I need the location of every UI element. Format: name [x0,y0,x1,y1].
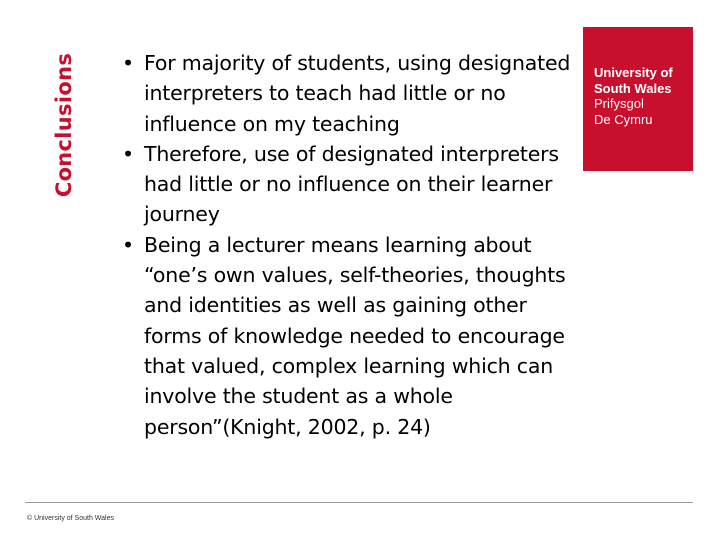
slide-title-container [46,40,82,210]
bullet-marker: • [122,141,134,166]
bullet-text: Being a lecturer means learning about “one’s own values, self-theories, thoughts and identities as well as gaining other forms of knowledge needed to encourage that valued, complex learning which can involve the student as a whole person”(Knight, 2002, p. 24) [144,232,566,439]
logo-line-prifysgol: Prifysgol [594,96,644,111]
university-logo [583,27,693,171]
bullet-item [118,48,578,139]
bullet-item [118,230,578,442]
bullet-list [118,48,578,442]
bullet-marker: • [122,232,134,257]
logo-line-de-cymru: De Cymru [594,111,653,127]
footer-divider [25,502,693,503]
footer-copyright: © University of South Wales [27,515,114,522]
bullet-marker: • [122,51,134,75]
logo-line-south-wales: South Wales [594,80,672,96]
bullet-item [118,139,578,230]
logo-line-university: University of [594,65,673,80]
bullet-text: For majority of students, using designated interpreters to teach had little or no influence on my teaching [144,51,571,136]
bullet-text: Therefore, use of designated interpreters had little or no influence on their learner journey [144,141,559,227]
slide-title: Conclusions [52,52,77,198]
